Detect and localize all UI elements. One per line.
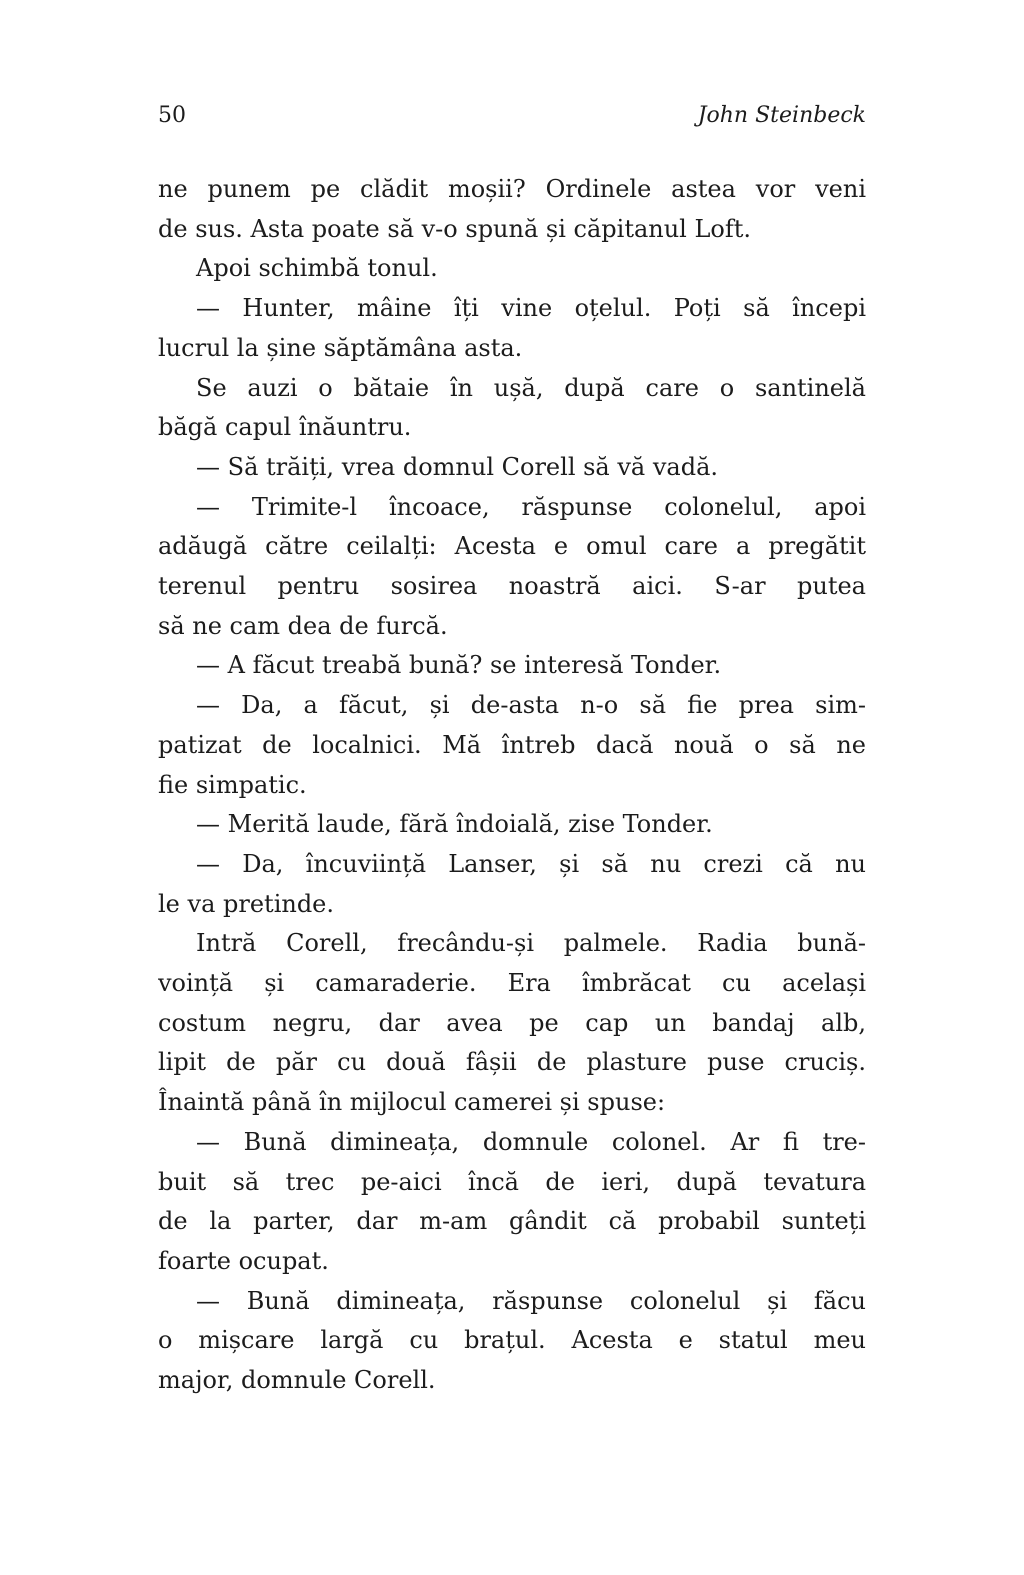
text-line: — Hunter, mâine îți vine oțelul. Poți să începi — [196, 294, 866, 323]
text-line: patizat de localnici. Mă întreb dacă nouă o să ne — [158, 730, 866, 759]
text-line: Intră Corell, frecându-și palmele. Radia bună- — [196, 929, 866, 958]
text-line: — Să trăiți, vrea domnul Corell să vă vadă. — [196, 452, 719, 481]
text-line: — A făcut treabă bună? se interesă Tonder. — [196, 651, 722, 680]
text-line: o mișcare largă cu brațul. Acesta e statul meu — [158, 1326, 866, 1355]
paragraph — [158, 289, 866, 368]
paragraph — [158, 369, 866, 448]
text-line: voință și camaraderie. Era îmbrăcat cu același — [158, 969, 866, 998]
text-line: lipit de păr cu două fâșii de plasture puse cruciș. — [158, 1048, 866, 1077]
text-line: costum negru, dar avea pe cap un bandaj alb, — [158, 1008, 866, 1037]
paragraph — [158, 845, 866, 924]
text-line: ne punem pe clădit moșii? Ordinele astea vor veni — [158, 175, 866, 203]
page-header — [158, 103, 866, 129]
text-line: foarte ocupat. — [158, 1246, 329, 1275]
text-line: fie simpatic. — [158, 770, 307, 799]
text-line: le va pretinde. — [158, 889, 335, 918]
text-line: să ne cam dea de furcă. — [158, 611, 448, 640]
running-header-author: John Steinbeck — [697, 103, 866, 128]
paragraph — [158, 249, 866, 289]
paragraph — [158, 170, 866, 249]
text-line: — Da, a făcut, și de-asta n-o să fie prea sim- — [196, 691, 866, 720]
text-line: buit să trec pe-aici încă de ieri, după tevatura — [158, 1167, 866, 1196]
text-line: — Bună dimineața, domnule colonel. Ar fi tre- — [196, 1127, 866, 1156]
body-text — [158, 170, 866, 1401]
text-line: Se auzi o bătaie în ușă, după care o santinelă — [196, 373, 866, 402]
text-line: băgă capul înăuntru. — [158, 413, 412, 442]
text-line: major, domnule Corell. — [158, 1366, 436, 1395]
text-line: — Trimite-l încoace, răspunse colonelul, apoi — [196, 492, 866, 521]
text-line: Înaintă până în mijlocul camerei și spuse: — [158, 1088, 666, 1117]
text-line: — Bună dimineața, răspunse colonelul și făcu — [196, 1286, 866, 1315]
text-line: Apoi schimbă tonul. — [196, 254, 438, 283]
text-line: de la parter, dar m-am gândit că probabil sunteți — [158, 1207, 866, 1236]
page-number: 50 — [158, 103, 186, 128]
text-line: lucrul la șine săptămâna asta. — [158, 333, 523, 362]
text-line: — Merită laude, fără îndoială, zise Tonder. — [196, 810, 713, 839]
paragraph — [158, 924, 866, 1123]
paragraph — [158, 488, 866, 647]
text-line: de sus. Asta poate să v-o spună și căpitanul Loft. — [158, 214, 752, 243]
paragraph — [158, 805, 866, 845]
paragraph — [158, 686, 866, 805]
paragraph — [158, 1282, 866, 1401]
paragraph — [158, 1123, 866, 1282]
paragraph — [158, 646, 866, 686]
paragraph — [158, 448, 866, 488]
text-line: terenul pentru sosirea noastră aici. S-ar putea — [158, 572, 866, 601]
text-line: — Da, încuviință Lanser, și să nu crezi că nu — [196, 849, 866, 878]
text-line: adăugă către ceilalți: Acesta e omul care a pregătit — [158, 532, 866, 561]
